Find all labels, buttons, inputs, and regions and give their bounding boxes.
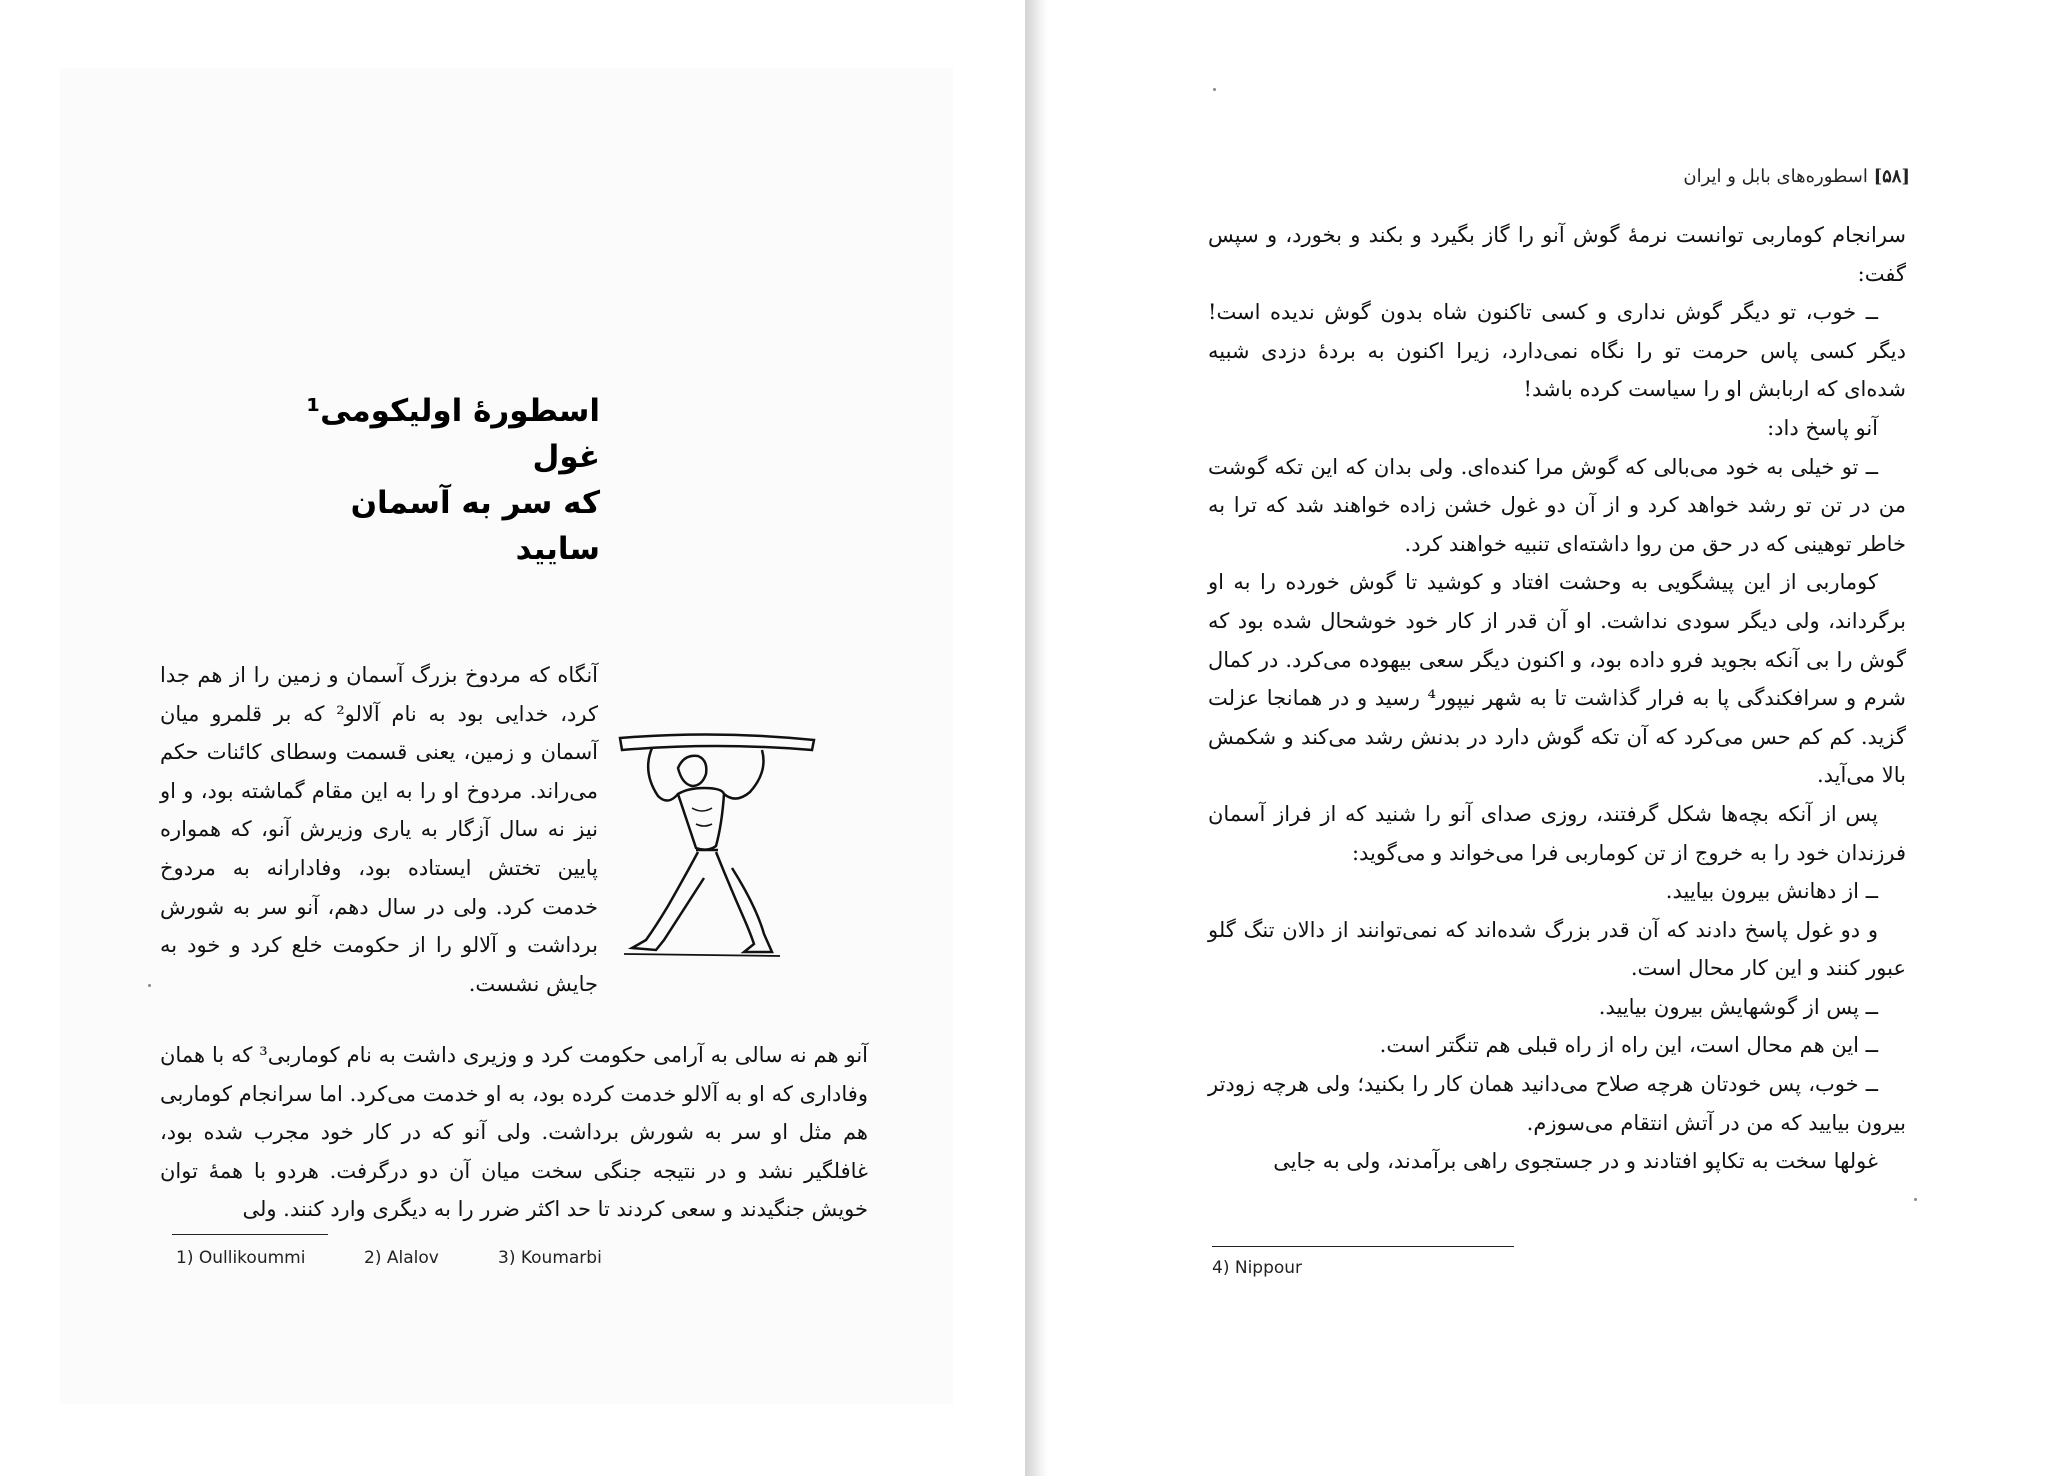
footnote-1: 1) Oullikoummi [176, 1248, 306, 1268]
running-title: اسطوره‌های بابل و ایران [1683, 166, 1868, 187]
running-head [1628, 166, 1910, 187]
paragraph-1: آنگاه که مردوخ بزرگ آسمان و زمین را از هم جدا کرد، خدایی بود به نام آلالو² که بر قلمرو میان آسمان و زمین، یعنی قسمت وسطای کائنات حکم می‌راند. مردوخ او را به این مقام گماشته بود، و او نیز نه سال آزگار به یاری وزیرش آنو، که همواره پایین تختش ایستاده بود، وفادارانه به مردوخ خدمت کرد. ولی در سال دهم، آنو سر به شورش برداشت و آلالو را از حکومت خلع کرد و خود به جایش نشست. [160, 663, 598, 996]
paragraph: ــ خوب، پس خودتان هرچه صلاح می‌دانید همان کار را بکنید؛ ولی هرچه زودتر بیرون بیایید که من در آتش انتقام می‌سوزم. [1208, 1072, 1906, 1135]
footnote-4: 4) Nippour [1212, 1258, 1303, 1278]
paragraph: کوماربی از این پیشگویی به وحشت افتاد و کوشید تا گوش خورده را به او برگرداند، ولی دیگر سودی نداشت. او آن قدر از کار خود خوشحال شده بود که گوش را بی آنکه بجوید فرو داده بود، و اکنون دیگر سعی بیهوده می‌کرد. در کمال شرم و سرافکندگی پا به فرار گذاشت تا به شهر نیپور⁴ رسید و در همانجا عزلت گزید. کم کم حس می‌کرد که آن تکه گوش دارد در بدنش رشد می‌کند و شکمش بالا می‌آید. [1208, 570, 1906, 788]
right-page-body [1208, 216, 1906, 1181]
scan-speck [1213, 88, 1216, 91]
paragraph: سرانجام کوماربی توانست نرمهٔ گوش آنو را گاز بگیرد و بکند و بخورد، و سپس گفت: [1208, 223, 1906, 286]
footnote-2: 2) Alalov [364, 1248, 439, 1268]
page-number: [۵۸] [1873, 166, 1910, 187]
footnote-rule [172, 1234, 328, 1235]
footnote-3: 3) Koumarbi [498, 1248, 602, 1268]
scan-speck [148, 984, 151, 987]
chapter-title-line2: که سر به آسمان سایید [350, 485, 600, 567]
paragraph: ــ خوب، تو دیگر گوش نداری و کسی تاکنون شاه بدون گوش ندیده است! دیگر کسی پاس حرمت تو را نگاه نمی‌دارد، زیرا اکنون به بردهٔ دزدی شبیه شده‌ای که اربابش او را سیاست کرده باشد! [1208, 300, 1906, 402]
paragraph: ــ تو خیلی به خود می‌بالی که گوش مرا کنده‌ای. ولی بدان که این تکه گوشت من در تن تو رشد خواهد کرد و از آن دو غول خشن زاده خواهند شد که ترا به خاطر توهینی که در حق من روا داشته‌ای تنبیه خواهند کرد. [1208, 454, 1906, 556]
atlas-figure-icon [612, 728, 820, 960]
scan-speck [1914, 1198, 1917, 1201]
paragraph: غولها سخت به تکاپو افتادند و در جستجوی راهی برآمدند، ولی به جایی [1273, 1149, 1878, 1174]
book-gutter [1025, 0, 1048, 1476]
paragraph: ــ این هم محال است، این راه از راه قبلی هم تنگتر است. [1379, 1033, 1878, 1058]
paragraph: ــ پس از گوشهایش بیرون بیایید. [1598, 994, 1878, 1019]
paragraph: و دو غول پاسخ دادند که آن قدر بزرگ شده‌اند که نمی‌توانند از دالان تنگ گلو عبور کنند و این کار محال است. [1208, 917, 1906, 981]
chapter-title-line1: اسطورهٔ اولیکومی¹ غول [306, 393, 600, 475]
paragraph: آنو پاسخ داد: [1767, 415, 1878, 440]
paragraph: ــ از دهانش بیرون بیایید. [1665, 879, 1878, 904]
paragraph: پس از آنکه بچه‌ها شکل گرفتند، روزی صدای آنو را شنید که از فراز آسمان فرزندان خود را به خروج از تن کوماربی فرا می‌خواند و می‌گوید: [1208, 801, 1906, 865]
footnote-rule-right [1212, 1246, 1514, 1247]
paragraph-2: آنو هم نه سالی به آرامی حکومت کرد و وزیری داشت به نام کوماربی³ که با همان وفاداری که او به آلالو خدمت کرده بود، به او خدمت می‌کرد. اما سرانجام کوماربی هم مثل او سر به شورش برداشت. ولی آنو که در کار خود مجرب شده بود، غافلگیر نشد و در نتیجه جنگی سخت میان آن دو درگرفت. هردو با همهٔ توان خویش جنگیدند و سعی کردند تا حد اکثر ضرر را به دیگری وارد کنند. ولی [160, 1043, 869, 1222]
chapter-title [260, 388, 600, 572]
